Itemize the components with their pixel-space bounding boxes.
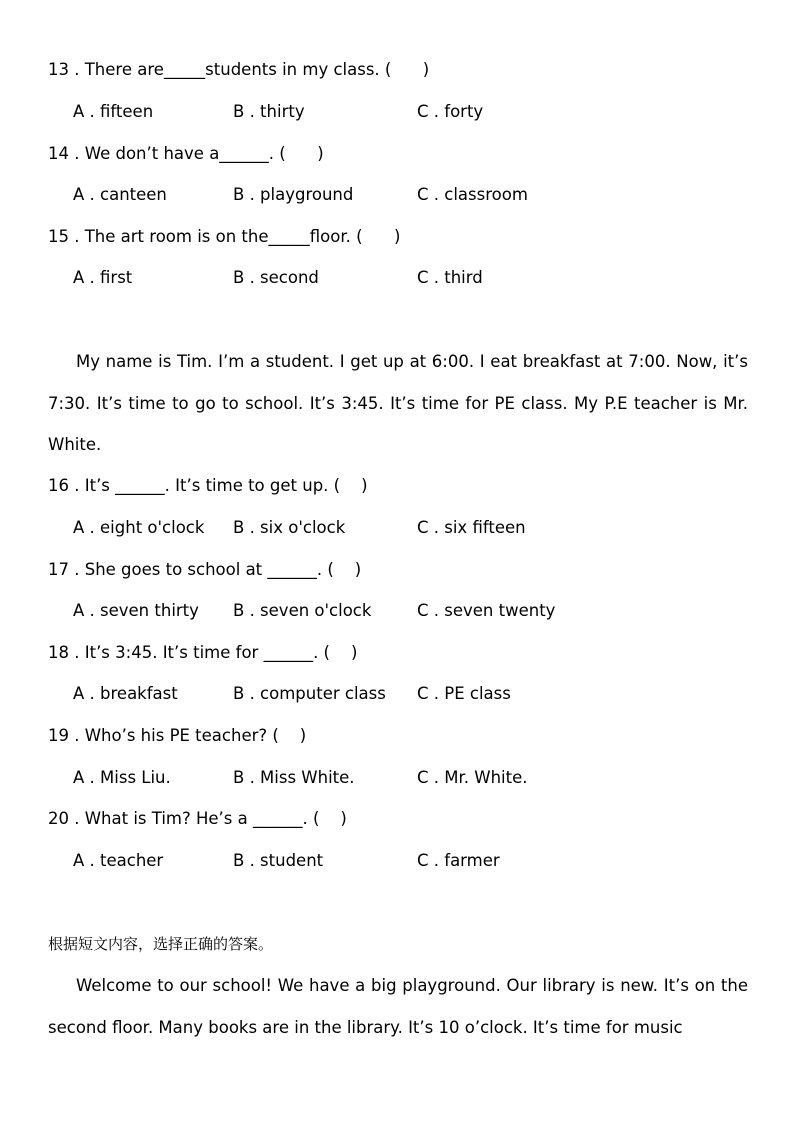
reading-passage-1: My name is Tim. I’m a student. I get up at 6:00. I eat breakfast at 7:00. Now, it’s 7:30. It’s time to go to school. It’s 3:45. It’s time for PE class. My P.E teacher is Mr. White. [48, 352, 748, 454]
option-17-c: C . seven twenty [417, 601, 556, 620]
option-17-a: A . seven thirty [73, 601, 199, 620]
question-13: 13 . There are_____students in my class. ( ) [48, 60, 430, 79]
option-20-c: C . farmer [417, 851, 500, 870]
option-15-b: B . second [233, 268, 319, 287]
option-20-b: B . student [233, 851, 324, 870]
question-20: 20 . What is Tim? He’s a ______. ( ) [48, 809, 347, 828]
option-18-b: B . computer class [233, 684, 386, 703]
option-16-b: B . six o'clock [233, 518, 346, 537]
question-17: 17 . She goes to school at ______. ( ) [48, 560, 362, 579]
option-14-b: B . playground [233, 185, 354, 204]
question-19: 19 . Who’s his PE teacher? ( ) [48, 726, 307, 745]
option-20-a: A . teacher [73, 851, 164, 870]
option-13-c: C . forty [417, 102, 484, 121]
option-18-a: A . breakfast [73, 684, 178, 703]
option-19-a: A . Miss Liu. [73, 768, 171, 787]
option-18-c: C . PE class [417, 684, 511, 703]
option-13-a: A . fifteen [73, 102, 154, 121]
question-18: 18 . It’s 3:45. It’s time for ______. ( ) [48, 643, 358, 662]
option-13-b: B . thirty [233, 102, 305, 121]
question-14: 14 . We don’t have a______. ( ) [48, 144, 324, 163]
option-14-c: C . classroom [417, 185, 528, 204]
option-16-a: A . eight o'clock [73, 518, 205, 537]
option-19-c: C . Mr. White. [417, 768, 528, 787]
question-16: 16 . It’s ______. It’s time to get up. ( ) [48, 476, 368, 495]
option-17-b: B . seven o'clock [233, 601, 372, 620]
option-15-c: C . third [417, 268, 483, 287]
reading-passage-2: Welcome to our school! We have a big playground. Our library is new. It’s on the second floor. Many books are in the library. It’s 10 o’clock. It’s time for music [48, 976, 748, 1037]
question-15: 15 . The art room is on the_____floor. ( ) [48, 227, 401, 246]
option-15-a: A . first [73, 268, 133, 287]
option-16-c: C . six fifteen [417, 518, 526, 537]
option-19-b: B . Miss White. [233, 768, 355, 787]
section-instruction: 根据短文内容，选择正确的答案。 [48, 935, 274, 953]
option-14-a: A . canteen [73, 185, 167, 204]
